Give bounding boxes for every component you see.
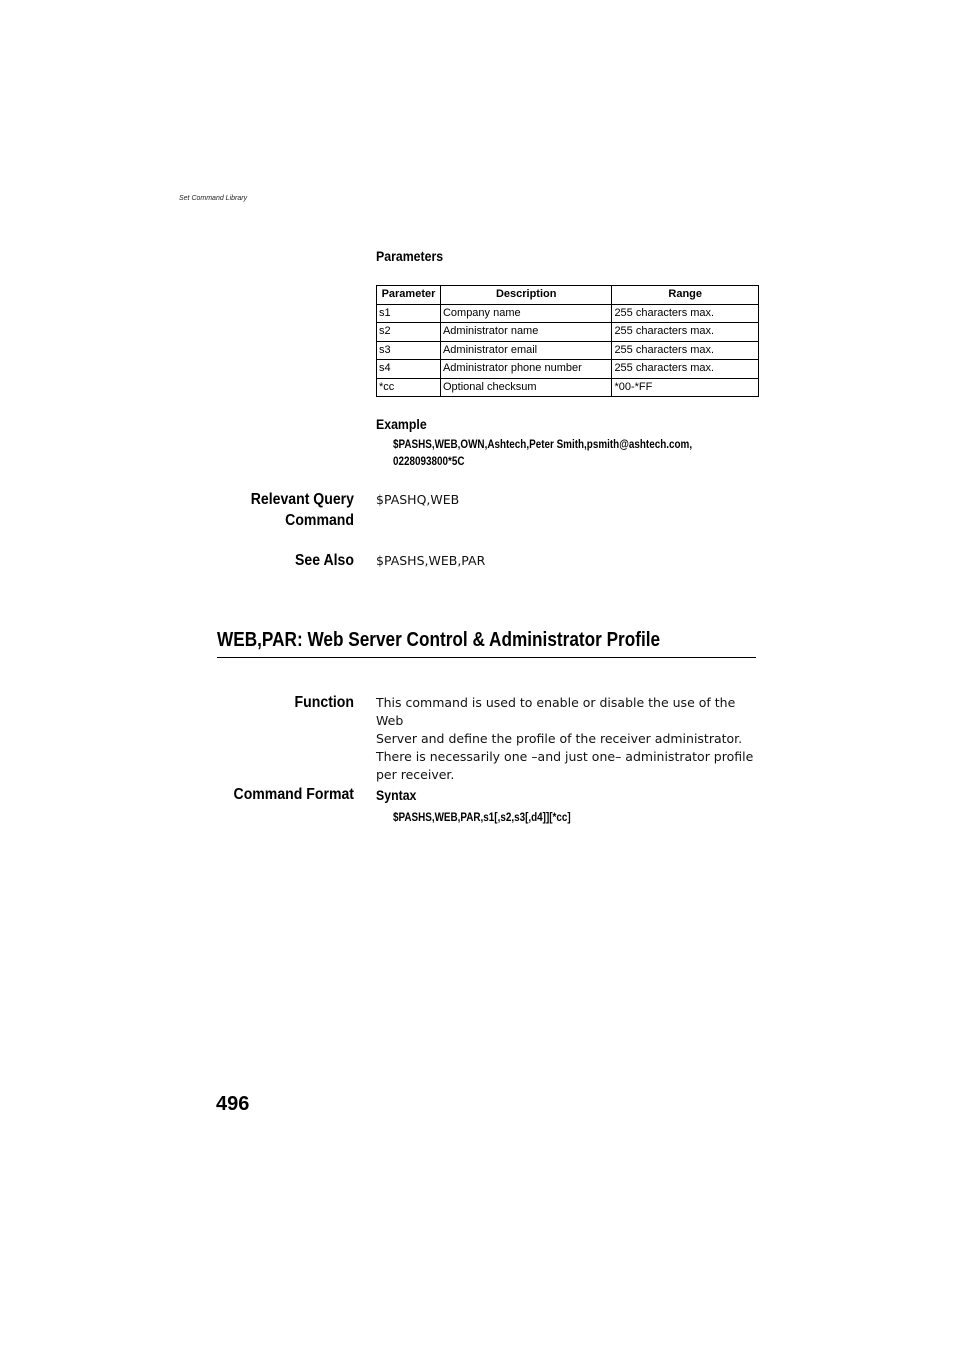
- syntax-code: $PASHS,WEB,PAR,s1[,s2,s3[,d4]][*cc]: [393, 812, 571, 824]
- relevant-query-value: $PASHQ,WEB: [376, 492, 460, 507]
- table-cell: 255 characters max.: [612, 360, 759, 379]
- see-also-label: See Also: [295, 552, 354, 569]
- function-line-1: This command is used to enable or disable the use of the Web: [376, 695, 736, 728]
- table-row: [377, 304, 759, 323]
- relevant-query-label: [178, 489, 354, 531]
- table-cell: Administrator name: [440, 323, 611, 342]
- relevant-query-label-line-2: Command: [285, 512, 354, 529]
- running-head: Set Command Library: [179, 195, 248, 202]
- table-header-cell: Range: [612, 286, 759, 305]
- table-cell: 255 characters max.: [612, 304, 759, 323]
- example-code-line-1: $PASHS,WEB,OWN,Ashtech,Peter Smith,psmith@ashtech.com,: [393, 439, 693, 451]
- table-cell: s3: [377, 341, 441, 360]
- table-cell: *00-*FF: [612, 378, 759, 397]
- table-header-row: [377, 286, 759, 305]
- table-cell: 255 characters max.: [612, 323, 759, 342]
- table-cell: Company name: [440, 304, 611, 323]
- table-cell: Administrator email: [440, 341, 611, 360]
- table-row: [377, 341, 759, 360]
- function-line-4: per receiver.: [376, 767, 455, 782]
- parameters-heading: Parameters: [376, 248, 444, 264]
- table-cell: s2: [377, 323, 441, 342]
- table-cell: Optional checksum: [440, 378, 611, 397]
- command-format-label: Command Format: [233, 786, 354, 803]
- table-cell: s4: [377, 360, 441, 379]
- table-cell: s1: [377, 304, 441, 323]
- table-row: [377, 323, 759, 342]
- parameters-table: [376, 285, 759, 397]
- function-label: Function: [294, 694, 354, 711]
- table-cell: *cc: [377, 378, 441, 397]
- table-cell: 255 characters max.: [612, 341, 759, 360]
- function-description: [376, 694, 761, 784]
- see-also-value: $PASHS,WEB,PAR: [376, 553, 486, 568]
- page-number: 496: [216, 1093, 250, 1115]
- function-line-3: There is necessarily one –and just one– administrator profile: [376, 749, 754, 764]
- syntax-heading: Syntax: [376, 787, 417, 803]
- section-divider: [217, 657, 756, 658]
- section-title: WEB,PAR: Web Server Control & Administrator Profile: [217, 629, 661, 651]
- table-row: [377, 378, 759, 397]
- example-code-line-2: 0228093800*5C: [393, 456, 465, 468]
- table-row: [377, 360, 759, 379]
- table-header-cell: Parameter: [377, 286, 441, 305]
- relevant-query-label-line-1: Relevant Query: [250, 491, 354, 508]
- example-heading: Example: [376, 416, 427, 432]
- function-line-2: Server and define the profile of the receiver administrator.: [376, 731, 743, 746]
- table-header-cell: Description: [440, 286, 611, 305]
- table-cell: Administrator phone number: [440, 360, 611, 379]
